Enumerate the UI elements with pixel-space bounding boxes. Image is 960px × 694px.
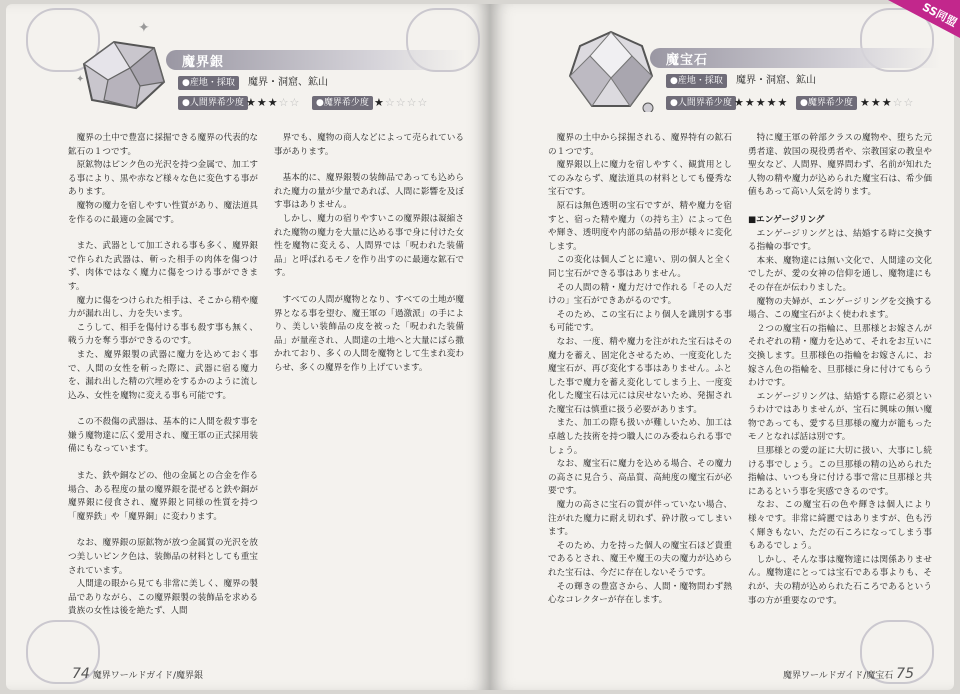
running-footer: 魔界ワールドガイド/魔宝石 xyxy=(782,671,894,681)
right-folio xyxy=(783,666,914,682)
star-empty-icon: ☆ xyxy=(417,96,429,109)
left-folio xyxy=(72,666,203,682)
body-paragraph: 原石は無色透明の宝石ですが、精や魔力を宿すと、宿った精や魔力（の持ち主）によって色や輝き、透明度や内部の結晶の形が様々に変化します。 xyxy=(548,200,732,252)
demon-rarity-stars xyxy=(374,96,428,110)
badge-label: SS同盟 xyxy=(920,0,960,30)
body-paragraph: すべての人間が魔物となり、すべての土地が魔界となる事を望む、魔王軍の「過激派」の手により、美しい装飾品の皮を被った「呪われた装備品」が量産され、人間達の土地へと大量にばら撒かれており、多くの人間を魔物として生まれ変わらせ、多くの魔界を作り上げています。 xyxy=(274,294,464,373)
body-paragraph: なお、魔宝石に魔力を込める場合、その魔力の高さに見合う、高品質、高純度の魔宝石が必要です。 xyxy=(548,459,732,497)
body-paragraph: 魔物の夫婦が、エンゲージリングを交換する場合、この魔宝石がよく使われます。 xyxy=(748,296,932,321)
body-paragraph: 魔物の魔力を宿しやすい性質があり、魔法道具を作るのに最適の金属です。 xyxy=(68,200,258,225)
item-title: 魔界銀 xyxy=(182,55,225,70)
origin-tag: ●産地・採取 xyxy=(178,76,239,90)
body-paragraph: 本来、魔物達には無い文化で、人間達の文化でしたが、愛の女神の信仰を通し、魔物達にもその存在が伝わりました。 xyxy=(748,255,932,293)
body-paragraph: 原鉱物はピンク色の光沢を持つ金属で、加工する事により、黒や赤など様々な色に変色する事があります。 xyxy=(68,160,258,198)
body-paragraph: 魔力の高さに宝石の質が伴っていない場合、注がれた魔力に耐え切れず、砕け散ってしまいます。 xyxy=(548,500,732,538)
body-paragraph: なお、魔界銀の原鉱物が放つ金属質の光沢を放つ美しいピンク色は、装飾品の材料としても重宝されています。 xyxy=(68,538,258,576)
left-body-column-2 xyxy=(274,132,464,376)
body-paragraph: その輝きの豊富さから、人間・魔物問わず熱心なコレクターが存在します。 xyxy=(548,581,732,606)
page-number: 74 xyxy=(72,666,90,682)
left-body-column-1 xyxy=(68,132,258,619)
star-empty-icon: ☆ xyxy=(384,96,396,109)
demon-gem-illustration xyxy=(566,28,656,112)
sparkle-icon: ✦ xyxy=(138,20,150,36)
right-body-column-2 xyxy=(748,132,932,608)
body-paragraph: こうして、相手を傷付ける事も殺す事も無く、戦う力を奪う事ができるのです。 xyxy=(68,322,258,347)
star-filled-icon: ★ xyxy=(267,96,279,109)
star-filled-icon: ★ xyxy=(734,96,745,109)
star-filled-icon: ★ xyxy=(777,96,789,109)
section-heading: ■エンゲージリング xyxy=(748,214,825,225)
body-paragraph: 旦那様との愛の証に大切に扱い、大事にし続ける事でしょう。この旦那様の精の込められた指輪は、いつも身に付ける事で常に旦那様と共にあるという事を実感できるのです。 xyxy=(748,446,932,497)
body-paragraph: また、加工の際も扱いが難しいため、加工は卓越した技術を持つ職人にのみ委ねられる事でしょう。 xyxy=(548,418,732,456)
body-paragraph: また、魔界銀製の武器に魔力を込めておく事で、人間の女性を斬った際に、武器に宿る魔力を、漏れ出した精の穴埋めをするかのように流し込み、女性を魔物に変える事も可能です。 xyxy=(68,349,258,401)
body-paragraph: 魔界銀以上に魔力を宿しやすく、観賞用としてのみならず、魔法道具の材料としても優秀な宝石です。 xyxy=(548,160,732,198)
human-rarity-tag: ●人間界希少度 xyxy=(178,96,248,110)
star-filled-icon: ★ xyxy=(374,96,385,109)
body-paragraph: しかし、魔力の宿りやすいこの魔界銀は凝縮された魔物の魔力を大量に込める事で身に付けた女性を魔物に変える、人間界では「呪われた装備品」と呼ばれるモノを作り出すのに最適な鉱石です。 xyxy=(274,213,464,279)
star-empty-icon: ☆ xyxy=(892,96,904,109)
corner-badge xyxy=(888,0,960,38)
item-title-band xyxy=(166,50,466,70)
body-paragraph: しかし、そんな事は魔物達には関係ありません。魔物達にとっては宝石である事よりも、それが、夫の精が込められた石ころであるという事の方が重要なのです。 xyxy=(748,554,932,606)
star-filled-icon: ★ xyxy=(766,96,778,109)
star-empty-icon: ☆ xyxy=(289,96,301,109)
body-paragraph: 界でも、魔物の商人などによって売られている事があります。 xyxy=(274,133,464,157)
demon-rarity-stars xyxy=(860,96,914,110)
human-rarity-stars xyxy=(734,96,788,110)
star-filled-icon: ★ xyxy=(881,96,893,109)
body-paragraph: 魔力に傷をつけられた相手は、そこから精や魔力が漏れ出し、力を失います。 xyxy=(68,295,258,320)
body-paragraph: その人間の精・魔力だけで作れる「その人だけの」宝石ができあがるのです。 xyxy=(548,282,732,307)
demon-rarity-tag: ●魔界希少度 xyxy=(312,96,373,110)
body-paragraph: この不殺傷の武器は、基本的に人間を殺す事を嫌う魔物達に広く愛用され、魔王軍の正式採用装備にもなっています。 xyxy=(68,417,258,455)
star-filled-icon: ★ xyxy=(246,96,257,109)
star-empty-icon: ☆ xyxy=(395,96,407,109)
body-paragraph: 魔界の土中で豊富に採掘できる魔界の代表的な鉱石の１つです。 xyxy=(68,133,258,157)
silver-ore-illustration xyxy=(74,34,170,114)
origin-tag: ●産地・採取 xyxy=(666,74,727,88)
body-paragraph: 魔界の土中から採掘される、魔界特有の鉱石の１つです。 xyxy=(548,133,732,157)
body-paragraph: 基本的に、魔界銀製の装飾品であっても込められた魔力の量が少量であれば、人間に影響を及ぼす事はありません。 xyxy=(274,173,464,211)
body-paragraph: ２つの魔宝石の指輪に、旦那様とお嫁さんがそれぞれの精・魔力を込めて、それをお互いに交換します。旦那様色の指輪をお嫁さんに、お嫁さん色の指輪を、旦那様に身に付けてもらうわけです。 xyxy=(748,323,932,389)
body-paragraph: また、鉄や銅などの、他の金属との合金を作る場合、ある程度の量の魔界銀を混ぜると鉄や銅が魔界銀に侵食され、魔界銀と同様の性質を持つ「魔界鉄」や「魔界銅」に変わります。 xyxy=(68,471,258,522)
star-filled-icon: ★ xyxy=(860,96,871,109)
demon-rarity-tag: ●魔界希少度 xyxy=(796,96,857,110)
origin-value: 魔界・洞窟、鉱山 xyxy=(736,75,816,86)
origin-value: 魔界・洞窟、鉱山 xyxy=(248,77,328,88)
right-body-column-1 xyxy=(548,132,732,608)
star-filled-icon: ★ xyxy=(256,96,268,109)
star-empty-icon: ☆ xyxy=(903,96,915,109)
body-paragraph: そのため、力を持った個人の魔宝石ほど貴重であるとされ、魔王や魔王の夫の魔力が込められた宝石は、今だに存在しないそうです。 xyxy=(548,540,732,578)
item-title-band xyxy=(650,48,940,68)
body-paragraph: そのため、この宝石により個人を識別する事も可能です。 xyxy=(548,309,732,334)
item-title: 魔宝石 xyxy=(666,53,709,68)
human-rarity-stars xyxy=(246,96,300,110)
page-number: 75 xyxy=(896,666,914,682)
body-paragraph: 人間達の眼から見ても非常に美しく、魔界の製品でありながら、この魔界銀製の装飾品を求める貴族の女性は後を絶たず、人間 xyxy=(68,579,258,617)
body-paragraph: エンゲージリングは、結婚する際に必須というわけではありませんが、宝石に興味の無い魔物であっても、愛する旦那様の魔力が籠もったモノとなれば話は別です。 xyxy=(748,391,932,443)
star-filled-icon: ★ xyxy=(755,96,767,109)
star-filled-icon: ★ xyxy=(870,96,882,109)
left-page xyxy=(6,4,490,690)
star-empty-icon: ☆ xyxy=(278,96,290,109)
body-paragraph: この変化は個人ごとに違い、別の個人と全く同じ宝石ができる事はありません。 xyxy=(548,255,732,279)
body-paragraph: また、武器として加工される事も多く、魔界銀で作られた武器は、斬った相手の肉体を傷つけず、肉体ではなく魔力に傷をつける事ができます。 xyxy=(68,241,258,292)
star-filled-icon: ★ xyxy=(744,96,756,109)
right-page xyxy=(490,4,954,690)
star-empty-icon: ☆ xyxy=(406,96,418,109)
body-paragraph: エンゲージリングとは、結婚する時に交換する指輪の事です。 xyxy=(748,228,932,253)
sparkle-icon: ✦ xyxy=(76,74,85,85)
body-paragraph: 特に魔王軍の幹部クラスの魔物や、堕ちた元勇者達、敦国の現役勇者や、宗教国家の教皇や聖女など、人間界、魔界問わず、名前が知れた人物の精や魔力が込められた魔宝石は、希少価値もあって高い人気を誇ります。 xyxy=(748,133,932,198)
body-paragraph: なお、一度、精や魔力を注がれた宝石はその魔力を蓄え、固定化させるため、一度変化した魔宝石が、再び変化する事はありません。ふとした事で魔力を蓄え変化してしまう上、一度変化した魔宝石は元には戻せないため、発掘された魔宝石は慎重に扱う必要があります。 xyxy=(548,336,732,415)
human-rarity-tag: ●人間界希少度 xyxy=(666,96,736,110)
running-footer: 魔界ワールドガイド/魔界銀 xyxy=(92,671,204,681)
body-paragraph: なお、この魔宝石の色や輝きは個人により様々です。非常に綺麗ではありますが、色も汚く輝きもない、ただの石ころになってしまう事もあるでしょう。 xyxy=(748,500,932,552)
